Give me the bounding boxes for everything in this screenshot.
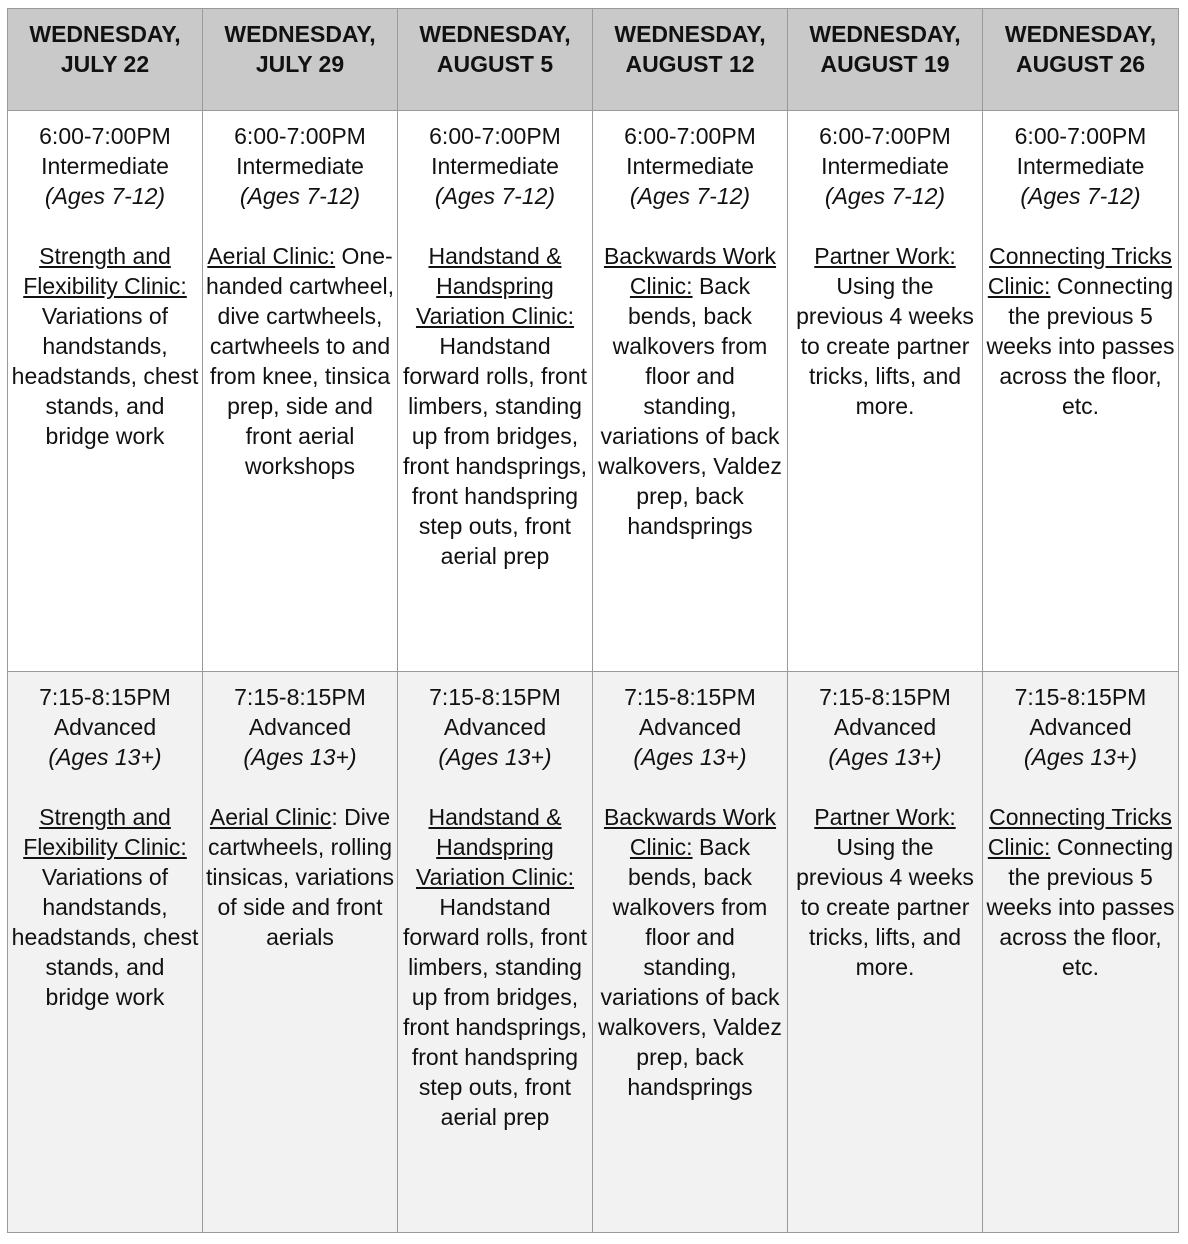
- clinic-title: Connecting Tricks Clinic:: [987, 243, 1172, 299]
- session-level: Advanced: [443, 714, 547, 740]
- session-time: 7:15-8:15PM: [234, 684, 366, 710]
- session-level: Intermediate: [626, 153, 754, 179]
- session-cell: [983, 672, 1179, 1233]
- session-level: Intermediate: [1016, 153, 1145, 179]
- clinic-description: Handstand forward rolls, front limbers, standing up from bridges, front handsprings, front handspring step outs, front aerial prep: [402, 894, 588, 1130]
- intermediate-row: [8, 111, 1179, 672]
- header-row: [8, 9, 1179, 111]
- session-ages: (Ages 7-12): [824, 183, 946, 209]
- clinic-description: Back bends, back walkovers from floor and standing, variations of back walkovers, Valdez prep, back handsprings: [598, 273, 782, 539]
- session-ages: (Ages 13+): [243, 744, 357, 770]
- clinic-description: Variations of handstands, headstands, chest stands, and bridge work: [11, 303, 199, 449]
- session-time: 6:00-7:00PM: [1014, 123, 1147, 149]
- clinic-description: Connecting the previous 5 weeks into passes across the floor, etc.: [986, 273, 1175, 419]
- advanced-row: [8, 672, 1179, 1233]
- session-time: 7:15-8:15PM: [624, 684, 756, 710]
- session-ages: (Ages 13+): [48, 744, 162, 770]
- session-time: 6:00-7:00PM: [429, 123, 561, 149]
- session-cell: [593, 111, 788, 672]
- session-level: Intermediate: [431, 153, 559, 179]
- session-ages: (Ages 7-12): [239, 183, 361, 209]
- session-ages: (Ages 13+): [828, 744, 942, 770]
- clinic-title: Strength and Flexibility Clinic:: [23, 243, 187, 299]
- session-cell: [203, 111, 398, 672]
- session-time: 6:00-7:00PM: [234, 123, 366, 149]
- session-time: 6:00-7:00PM: [39, 123, 171, 149]
- session-cell: [398, 111, 593, 672]
- session-ages: (Ages 7-12): [434, 183, 556, 209]
- session-ages: (Ages 7-12): [629, 183, 751, 209]
- clinic-title: Aerial Clinic: [209, 804, 332, 830]
- schedule-table: [7, 8, 1179, 1233]
- session-time: 7:15-8:15PM: [819, 684, 951, 710]
- clinic-title: Handstand & Handspring Variation Clinic:: [415, 804, 575, 890]
- session-ages: (Ages 7-12): [1020, 183, 1141, 209]
- session-cell: 7:15-8:15PM Advanced (Ages 13+) Aerial Clinic: Dive cartwheels, rolling tinsicas, variations of side and front aerials: [203, 672, 398, 1233]
- session-ages: (Ages 13+): [438, 744, 552, 770]
- session-cell: [8, 111, 203, 672]
- clinic-description: Handstand forward rolls, front limbers, standing up from bridges, front handsprings, front handspring step outs, front aerial prep: [402, 333, 588, 569]
- header-cell: WEDNESDAY, JULY 22: [8, 9, 203, 111]
- clinic-description: Back bends, back walkovers from floor and standing, variations of back walkovers, Valdez prep, back handsprings: [598, 834, 782, 1100]
- session-time: 7:15-8:15PM: [1014, 684, 1147, 710]
- session-level: Advanced: [248, 714, 352, 740]
- clinic-description: Variations of handstands, headstands, chest stands, and bridge work: [11, 864, 199, 1010]
- clinic-description: One-handed cartwheel, dive cartwheels, cartwheels to and from knee, tinsica prep, side and front aerial workshops: [206, 243, 394, 479]
- session-cell: [788, 111, 983, 672]
- clinic-title: Strength and Flexibility Clinic:: [23, 804, 187, 860]
- session-level: Intermediate: [821, 153, 949, 179]
- header-cell: WEDNESDAY, AUGUST 19: [788, 9, 983, 111]
- session-level: Advanced: [833, 714, 937, 740]
- session-level: Advanced: [53, 714, 157, 740]
- clinic-description: Connecting the previous 5 weeks into passes across the floor, etc.: [986, 834, 1175, 980]
- header-cell: WEDNESDAY, AUGUST 26: [983, 9, 1179, 111]
- clinic-description: Using the previous 4 weeks to create partner tricks, lifts, and more.: [796, 834, 974, 980]
- session-level: Advanced: [1029, 714, 1132, 740]
- session-cell: [398, 672, 593, 1233]
- header-cell: WEDNESDAY, AUGUST 12: [593, 9, 788, 111]
- session-ages: (Ages 13+): [633, 744, 747, 770]
- session-time: 6:00-7:00PM: [819, 123, 951, 149]
- session-level: Advanced: [638, 714, 742, 740]
- clinic-description: Using the previous 4 weeks to create partner tricks, lifts, and more.: [796, 273, 974, 419]
- session-time: 7:15-8:15PM: [429, 684, 561, 710]
- clinic-title: Backwards Work Clinic:: [603, 804, 777, 860]
- session-level: Intermediate: [41, 153, 169, 179]
- clinic-title: Handstand & Handspring Variation Clinic:: [415, 243, 575, 329]
- clinic-description: Dive cartwheels, rolling tinsicas, variations of side and front aerials: [206, 804, 394, 950]
- clinic-title: Partner Work:: [814, 804, 956, 830]
- session-cell: [788, 672, 983, 1233]
- session-cell: [983, 111, 1179, 672]
- session-cell: [593, 672, 788, 1233]
- header-cell: WEDNESDAY, AUGUST 5: [398, 9, 593, 111]
- session-time: 7:15-8:15PM: [39, 684, 171, 710]
- header-cell: WEDNESDAY, JULY 29: [203, 9, 398, 111]
- session-ages: (Ages 7-12): [44, 183, 166, 209]
- clinic-title: Aerial Clinic:: [207, 243, 336, 269]
- session-ages: (Ages 13+): [1023, 744, 1138, 770]
- session-level: Intermediate: [236, 153, 364, 179]
- clinic-title: Backwards Work Clinic:: [603, 243, 777, 299]
- clinic-title: Connecting Tricks Clinic:: [987, 804, 1172, 860]
- clinic-title: Partner Work:: [814, 243, 956, 269]
- session-cell: [8, 672, 203, 1233]
- session-time: 6:00-7:00PM: [624, 123, 756, 149]
